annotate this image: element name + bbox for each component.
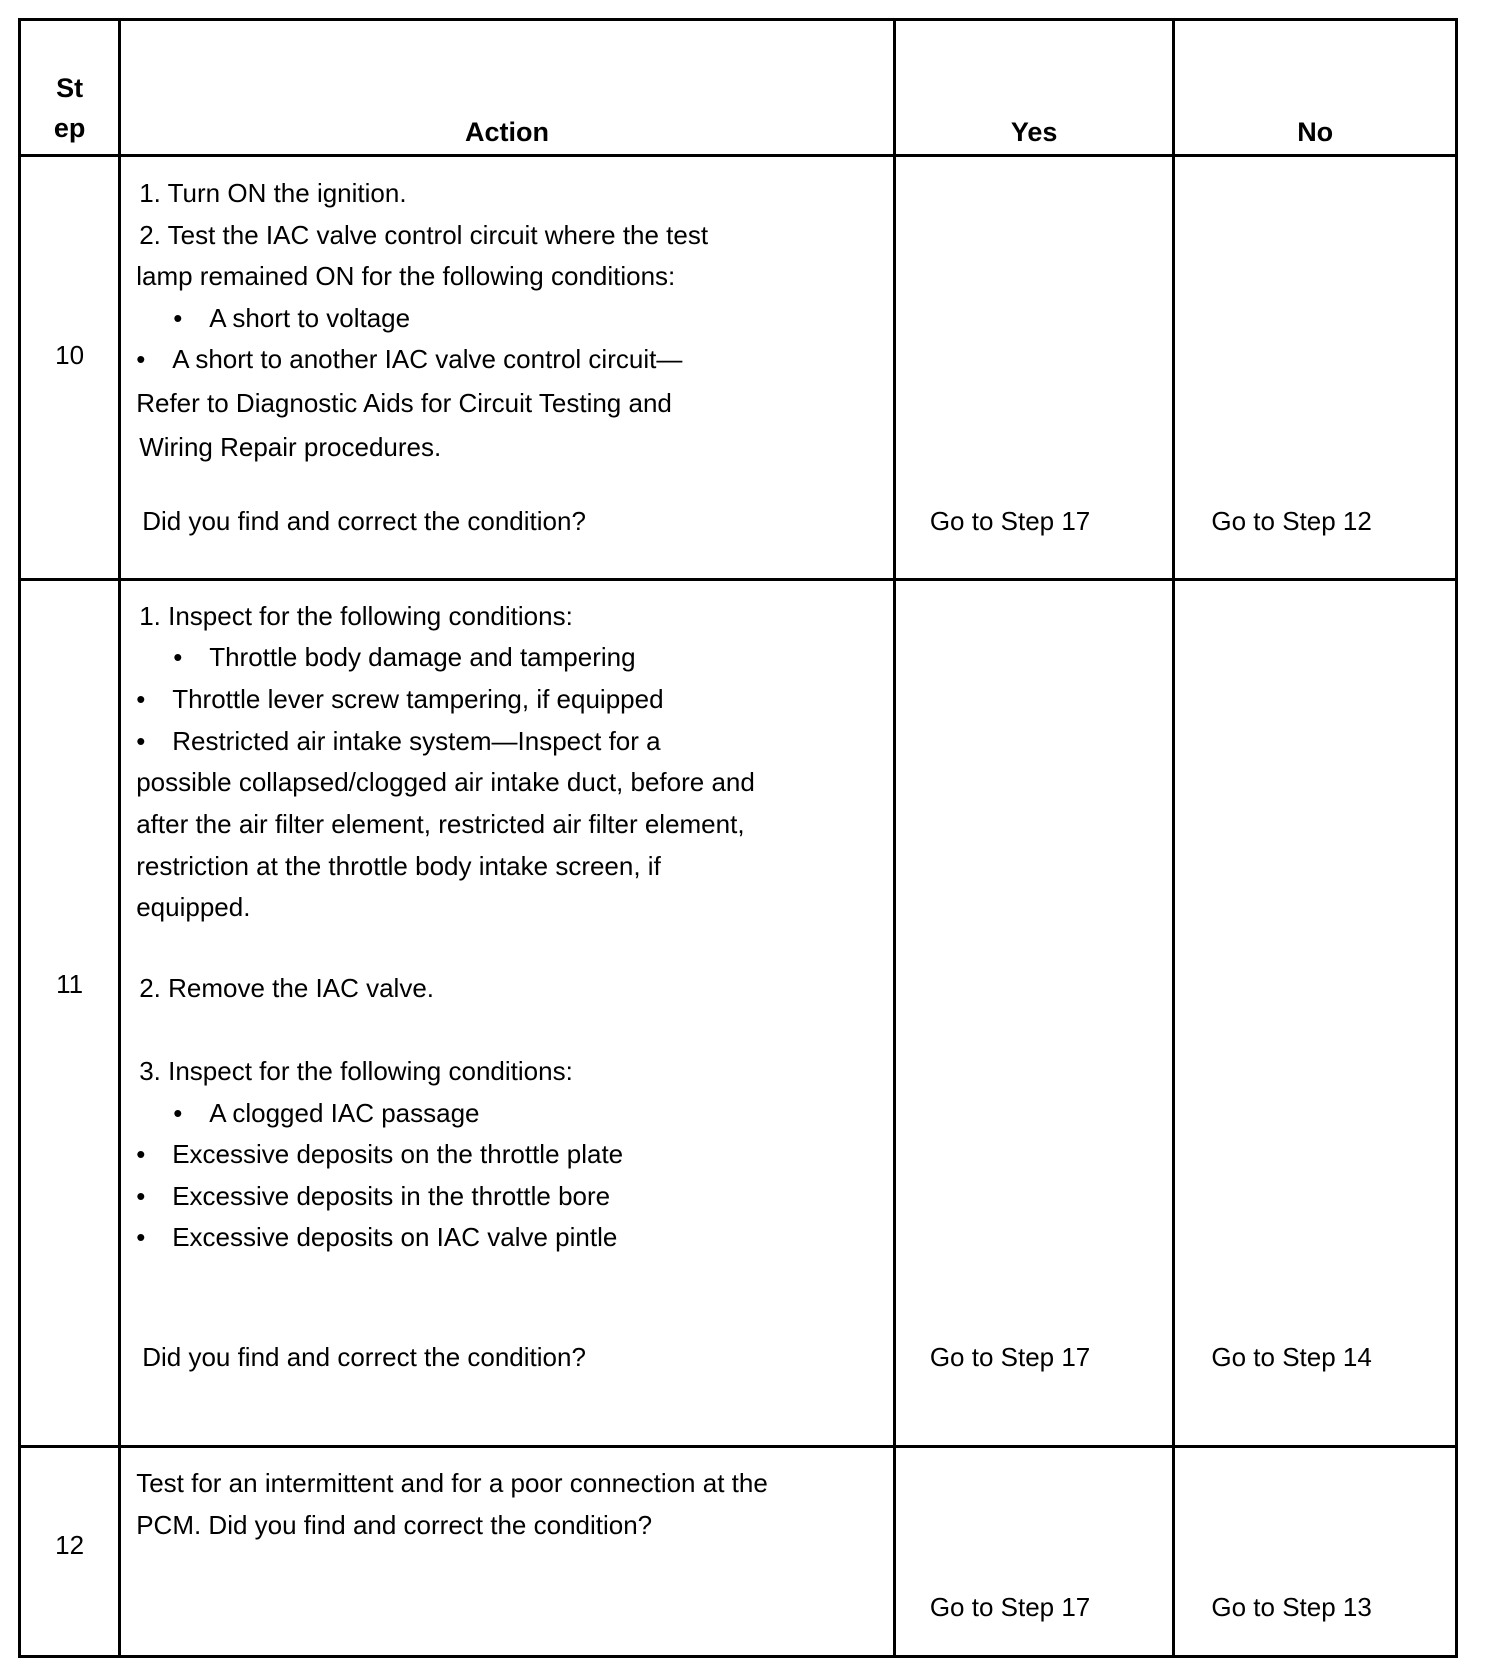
yes-goto: Go to Step 17 [929,1342,1091,1373]
header-yes-label: Yes [1010,117,1058,147]
bullet-icon: • [136,684,146,715]
bullet-icon: • [136,726,146,757]
action-bullet-line [136,1139,623,1170]
bullet-icon: • [136,344,146,375]
bullet-icon: • [136,1181,146,1212]
yes-cell [894,156,1174,580]
action-line: after the air filter element, restricted air filter element, [136,809,745,840]
no-cell [1174,580,1457,1447]
step-cell [20,156,120,580]
action-bullet-line [136,684,663,715]
step-number: 11 [56,969,84,1000]
header-step-line2: ep [53,113,86,143]
action-line: Wiring Repair procedures. [139,432,442,463]
action-cell [120,156,895,580]
header-action [120,20,895,156]
bullet-icon: • [136,1139,146,1170]
bullet-icon: • [173,642,183,673]
action-bullet-line [136,726,660,757]
action-line: 2. Test the IAC valve control circuit where the test [139,220,709,251]
step-cell [20,580,120,1447]
action-line: Refer to Diagnostic Aids for Circuit Testing and [136,388,672,419]
action-bullet-line [173,1098,479,1129]
no-cell [1174,1447,1457,1657]
action-line: 2. Remove the IAC valve. [139,973,435,1004]
action-bullet-line [136,1222,617,1253]
action-line-text: A short to voltage [209,303,411,334]
table-row-step-12 [20,1447,1457,1657]
action-bullet-line [173,642,635,673]
yes-cell [894,1447,1174,1657]
action-question: Did you find and correct the condition? [142,1342,586,1373]
action-line: PCM. Did you find and correct the condition? [136,1510,653,1541]
action-bullet-line [136,344,682,375]
no-goto: Go to Step 13 [1211,1592,1372,1623]
table-row-step-10 [20,156,1457,580]
header-yes [894,20,1174,156]
header-no [1174,20,1457,156]
action-line: Test for an intermittent and for a poor connection at the [136,1468,768,1499]
action-line-text: Throttle lever screw tampering, if equipped [172,684,664,715]
header-action-label: Action [465,117,549,147]
yes-cell [894,580,1174,1447]
action-cell [120,580,895,1447]
action-line-text: Restricted air intake system—Inspect for a [172,726,661,757]
step-number: 12 [55,1530,85,1561]
no-cell [1174,156,1457,580]
action-line-text: Excessive deposits on IAC valve pintle [172,1222,618,1253]
action-line-text: A short to another IAC valve control circuit— [172,344,683,375]
bullet-icon: • [136,1222,146,1253]
step-number: 10 [55,340,85,371]
action-line-text: Throttle body damage and tampering [209,642,636,673]
action-cell [120,1447,895,1657]
yes-goto: Go to Step 17 [929,506,1091,537]
action-line-text: Excessive deposits on the throttle plate [172,1139,624,1170]
action-line: restriction at the throttle body intake screen, if [136,851,661,882]
action-bullet-line [173,303,410,334]
header-step-line1: St [56,73,84,103]
action-line: lamp remained ON for the following conditions: [136,261,676,292]
no-goto: Go to Step 12 [1211,506,1372,537]
step-cell [20,1447,120,1657]
action-line: equipped. [136,892,251,923]
no-goto: Go to Step 14 [1211,1342,1372,1373]
table-row-step-11 [20,580,1457,1447]
diagnostic-table [18,18,1458,1658]
action-question: Did you find and correct the condition? [142,506,586,537]
bullet-icon: • [173,303,183,334]
action-line: 1. Inspect for the following conditions: [139,601,573,632]
header-row [20,20,1457,156]
header-step [20,20,120,156]
header-no-label: No [1297,117,1334,147]
bullet-icon: • [173,1098,183,1129]
action-line: possible collapsed/clogged air intake duct, before and [136,767,755,798]
action-line-text: Excessive deposits in the throttle bore [172,1181,611,1212]
action-line-text: A clogged IAC passage [209,1098,480,1129]
yes-goto: Go to Step 17 [929,1592,1091,1623]
action-bullet-line [136,1181,610,1212]
action-line: 3. Inspect for the following conditions: [139,1056,573,1087]
action-line: 1. Turn ON the ignition. [139,178,407,209]
